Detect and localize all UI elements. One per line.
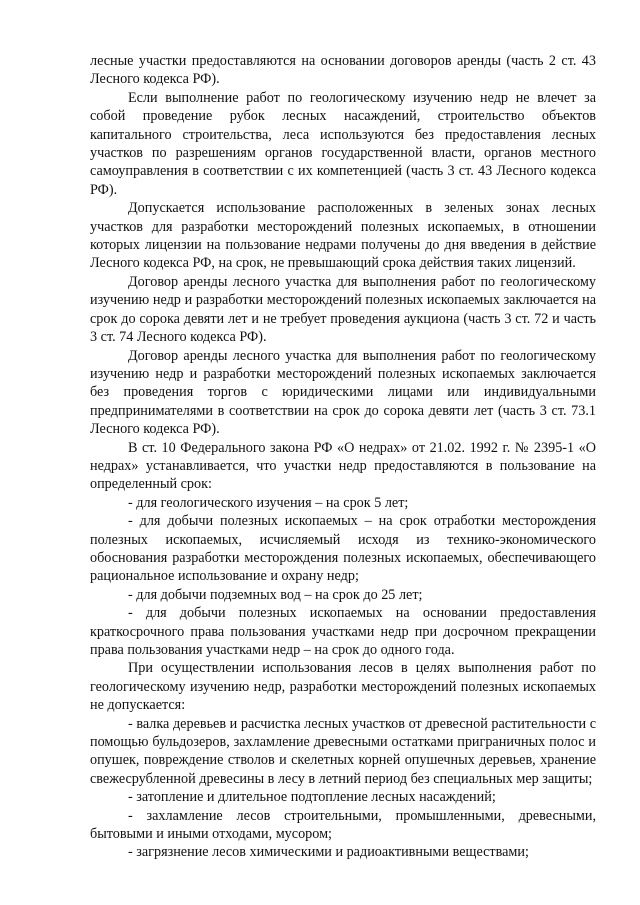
paragraph-5: Договор аренды лесного участка для выполнения работ по геологическому изучению недр и разработки месторождений полезных ископаемых заключается без проведения торгов с юридическими лицами или индивидуальными предпринимателями в соответствии на срок до сорока девяти лет (часть 3 ст. 73.1 Лесного кодекса РФ). [90,347,596,438]
list-item-mineral-extraction: - для добычи полезных ископаемых – на срок отработки месторождения полезных ископаемых, исчисляемый исходя из технико-экономического обоснования разработки месторождения полезных ископаемых, обеспечивающего рациональное использование и охрану недр; [90,513,596,585]
paragraph-2: Если выполнение работ по геологическому изучению недр не влечет за собой проведение рубок лесных насаждений, строительство объектов капитального строительства, леса используются без предоставления лесных участков по разрешениям органов государственной власти, органов местного самоуправления в соответствии с их компетенцией (часть 3 ст. 43 Лесного кодекса РФ). [90,89,596,198]
paragraph-3: Допускается использование расположенных в зеленых зонах лесных участков для разработки месторождений полезных ископаемых, в отношении которых лицензии на пользование недрами получены до дня введения в действие Лесного кодекса РФ, на срок, не превышающий срока действия таких лицензий. [90,200,596,272]
list-item-short-term: - для добычи полезных ископаемых на основании предоставления краткосрочного права пользования участками недр при досрочном прекращении права пользования участками недр – на срок до одного года. [90,605,596,658]
paragraph-4: Договор аренды лесного участка для выполнения работ по геологическому изучению недр и разработки месторождений полезных ископаемых заключается на срок до сорока девяти лет и не требует проведения аукциона (часть 3 ст. 72 и часть 3 ст. 74 Лесного кодекса РФ). [90,273,596,346]
list-item-felling: - валка деревьев и расчистка лесных участков от древесной растительности с помощью бульдозеров, захламление древесными остатками приграничных полос и опушек, повреждение стволов и скелетных корней опушечных деревьев, хранение свежесрубленной древесины в лесу в летний период без специальных мер защиты; [90,715,596,787]
list-item-geological-study: - для геологического изучения – на срок 5 лет; [128,494,409,511]
paragraph-6: В ст. 10 Федерального закона РФ «О недрах» от 21.02. 1992 г. № 2395-1 «О недрах» устанавливается, что участки недр предоставляются в пользование на определенный срок: [90,439,596,493]
list-item-flooding: - затопление и длительное подтопление лесных насаждений; [128,789,496,806]
paragraph-1: лесные участки предоставляются на основании договоров аренды (часть 2 ст. 43 Лесного кодекса РФ). [90,53,596,88]
document-page [90,52,596,862]
list-item-pollution: - загрязнение лесов химическими и радиоактивными веществами; [128,844,529,861]
paragraph-prohibitions: При осуществлении использования лесов в целях выполнения работ по геологическому изучению недр, разработки месторождений полезных ископаемых не допускается: [90,660,596,714]
list-item-littering: - захламление лесов строительными, промышленными, древесными, бытовыми и иными отходами, мусором; [90,807,596,843]
list-item-groundwater: - для добычи подземных вод – на срок до 25 лет; [128,586,423,603]
